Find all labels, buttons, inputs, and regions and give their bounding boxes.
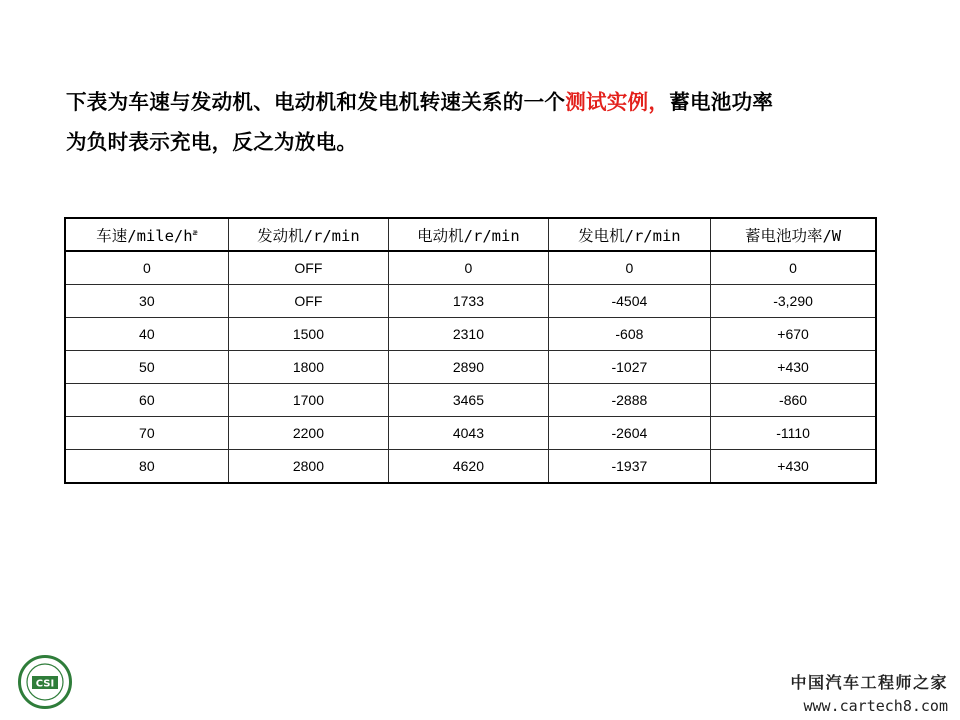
table-cell: OFF — [228, 285, 388, 318]
table-cell: -1937 — [548, 450, 710, 484]
header-motor: 电动机/r/min — [389, 218, 549, 251]
header-note: æ — [192, 227, 198, 237]
table-cell: -4504 — [548, 285, 710, 318]
table-cell: -2888 — [548, 384, 710, 417]
table-cell: 2800 — [228, 450, 388, 484]
table-cell: 2310 — [389, 318, 549, 351]
table-cell: 1500 — [228, 318, 388, 351]
table-cell: -1110 — [711, 417, 876, 450]
table-cell: 4043 — [389, 417, 549, 450]
table-cell: +430 — [711, 351, 876, 384]
brand-watermark — [790, 670, 948, 715]
table-cell: 0 — [389, 251, 549, 285]
table-cell: OFF — [228, 251, 388, 285]
table-row — [65, 384, 876, 417]
table-cell: 1700 — [228, 384, 388, 417]
intro-highlight: 测试实例， — [565, 90, 670, 114]
table-cell: +670 — [711, 318, 876, 351]
table-cell: 70 — [65, 417, 228, 450]
intro-line-1 — [66, 82, 896, 122]
intro-paragraph — [66, 82, 896, 162]
table-row — [65, 251, 876, 285]
header-generator: 发电机/r/min — [548, 218, 710, 251]
table-cell: +430 — [711, 450, 876, 484]
table-row — [65, 318, 876, 351]
table-cell: 80 — [65, 450, 228, 484]
brand-url: www.cartech8.com — [803, 697, 948, 715]
header-vehicle-speed: 车速$/mile/h^æ$ — [65, 218, 228, 251]
logo-text: CSI — [35, 678, 55, 690]
table-cell: 2200 — [228, 417, 388, 450]
table-row — [65, 351, 876, 384]
table-header-row — [65, 218, 876, 251]
header-battery-power: 蓄电池功率/W — [711, 218, 876, 251]
table-cell: -3,290 — [711, 285, 876, 318]
table-cell: 30 — [65, 285, 228, 318]
table-row — [65, 285, 876, 318]
table-cell: 0 — [65, 251, 228, 285]
table-cell: -860 — [711, 384, 876, 417]
table-cell: -2604 — [548, 417, 710, 450]
table-cell: 1733 — [389, 285, 549, 318]
table-cell: -608 — [548, 318, 710, 351]
speed-relation-table — [64, 217, 877, 484]
intro-text-tail: 蓄电池功率 — [669, 90, 774, 114]
intro-line-2: 为负时表示充电，反之为放电。 — [66, 130, 358, 154]
table-row — [65, 417, 876, 450]
intro-text: 下表为车速与发动机、电动机和发电机转速关系的一个 — [66, 90, 566, 114]
header-engine: 发动机/r/min — [228, 218, 388, 251]
table-cell: -1027 — [548, 351, 710, 384]
table-cell: 0 — [711, 251, 876, 285]
table-cell: 2890 — [389, 351, 549, 384]
table-cell: 1800 — [228, 351, 388, 384]
csi-society-seal-icon — [18, 655, 72, 709]
table-cell: 40 — [65, 318, 228, 351]
table-row — [65, 450, 876, 484]
table-cell: 0 — [548, 251, 710, 285]
table-cell: 60 — [65, 384, 228, 417]
brand-name: 中国汽车工程师之家 — [790, 673, 948, 692]
table-cell: 50 — [65, 351, 228, 384]
table-cell: 3465 — [389, 384, 549, 417]
table-cell: 4620 — [389, 450, 549, 484]
